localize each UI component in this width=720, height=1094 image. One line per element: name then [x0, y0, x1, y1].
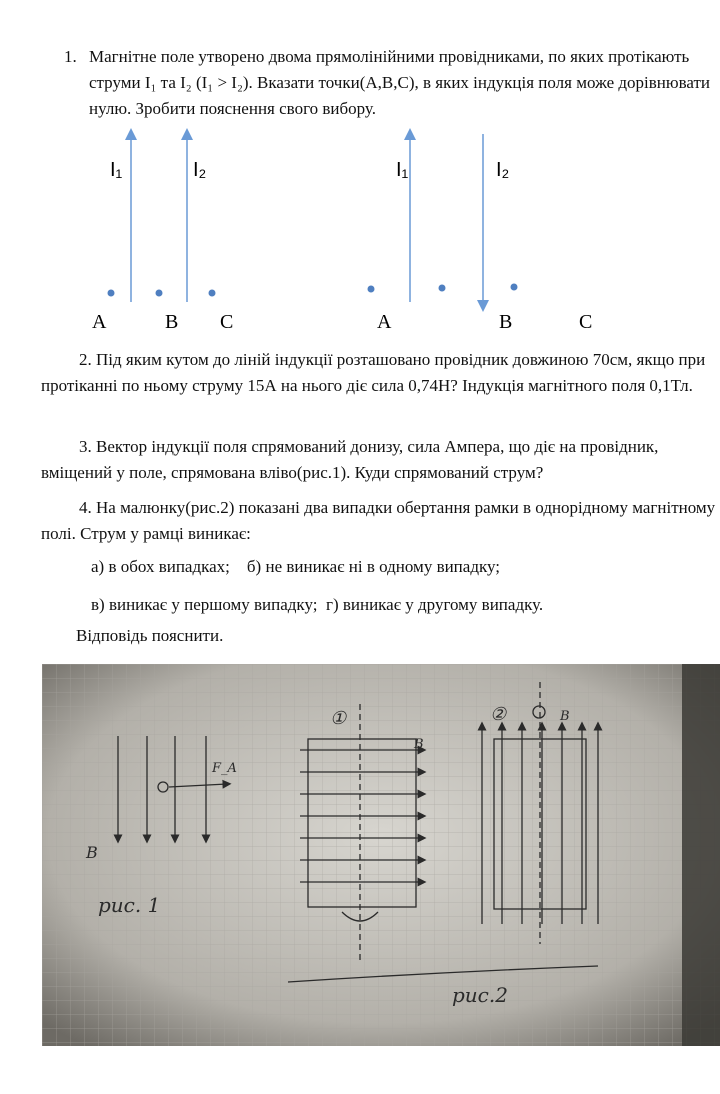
- question-1-text-before: Магнітне поле утворено двома прямолінійними провідниками, по яких протікають струми: [89, 47, 690, 92]
- point-b-right: [439, 285, 446, 292]
- label-i1-right: I₁: [396, 159, 409, 181]
- question-3: 3. Вектор індукції поля спрямований донизу, сила Ампера, що діє на провідник, вміщений у поле, спрямована вліво(рис.1). Куди спрямований струм?: [41, 437, 659, 482]
- label-c-left: C: [220, 311, 234, 333]
- answer-row-1: [91, 554, 500, 580]
- answer-c: в) виникає у першому випадку;: [91, 595, 318, 614]
- fig1-b-label: B: [86, 843, 98, 862]
- question-1-figure: [0, 0, 720, 340]
- question-4: 4. На малюнку(рис.2) показані два випадки обертання рамки в однорідному магнітному полі. Струм у рамці виникає:: [41, 498, 716, 543]
- label-b-left: B: [165, 311, 179, 333]
- fig2-caption: рис.2: [452, 983, 508, 1007]
- point-c-right: [511, 284, 518, 291]
- label-c-right: C: [579, 311, 593, 333]
- fig1-caption: рис. 1: [98, 893, 161, 917]
- question-1-currents: I₁ та I₂ (I₁ > I₂): [144, 73, 249, 92]
- fig1-force-label: F_A: [212, 761, 237, 776]
- point-c-left: [209, 290, 216, 297]
- photo-drawing: [42, 664, 720, 1046]
- label-a-right: A: [377, 311, 392, 333]
- hand-drawn-photo: [42, 664, 720, 1046]
- explain-instruction: Відповідь пояснити.: [76, 626, 224, 645]
- answer-a: а) в обох випадках;: [91, 557, 230, 576]
- point-b-left: [156, 290, 163, 297]
- point-a-right: [368, 286, 375, 293]
- question-1-text-after: . Вказати точки(A,B,C), в яких індукція поля може дорівнювати нулю. Зробити пояснення свого вибору.: [89, 73, 711, 118]
- answer-d: г) виникає у другому випадку.: [325, 595, 544, 614]
- label-i1-left: I₁: [110, 159, 123, 181]
- answer-b: б) не виникає ні в одному випадку;: [246, 557, 500, 576]
- fig2-case2-b-label: B: [560, 709, 570, 724]
- fig2-case1-b-label: B: [414, 737, 424, 752]
- label-i2-right: I₂: [496, 159, 510, 181]
- question-2: 2. Під яким кутом до ліній індукції розташовано провідник довжиною 70см, якщо при протіканні по ньому струму 15А на нього діє сила 0,74Н? Індукція магнітного поля 0,1Тл.: [41, 350, 706, 395]
- fig2-case1-marker: ①: [330, 708, 347, 729]
- question-1-number: 1.: [64, 47, 77, 66]
- answer-row-2: [91, 592, 543, 618]
- label-i2-left: I₂: [193, 159, 207, 181]
- label-a-left: A: [92, 311, 107, 333]
- fig2-case2-marker: ②: [490, 704, 507, 725]
- label-b-right: B: [499, 311, 513, 333]
- point-a-left: [108, 290, 115, 297]
